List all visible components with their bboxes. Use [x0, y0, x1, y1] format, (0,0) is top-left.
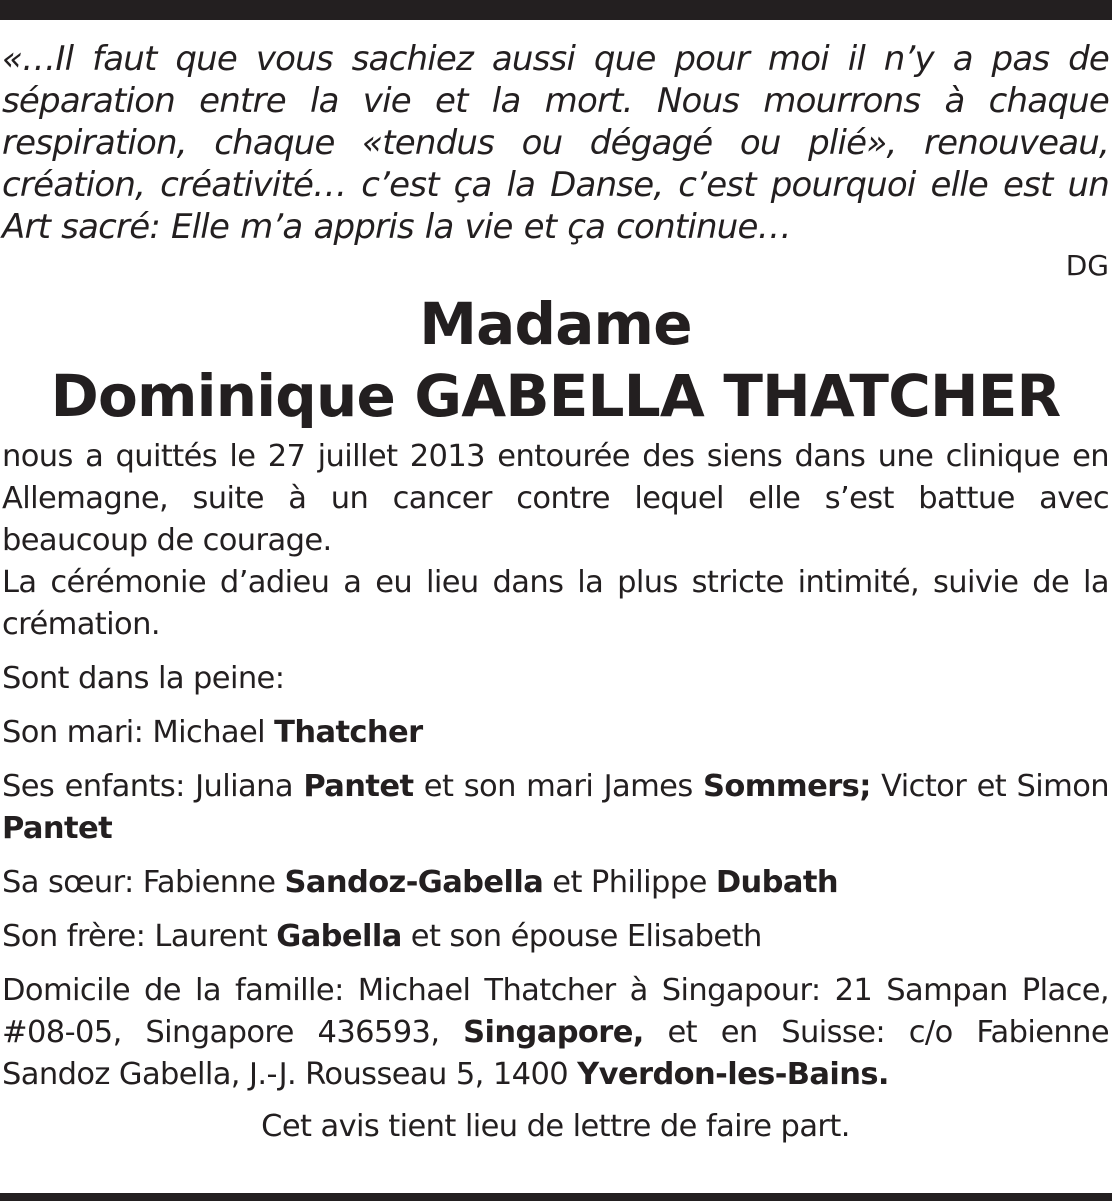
husband-surname: Thatcher — [274, 715, 423, 750]
brother-surname: Gabella — [276, 919, 402, 954]
ceremony-paragraph: La cérémonie d’adieu a eu lieu dans la plus stricte intimité, suivie de la crémation. — [2, 565, 1109, 642]
husband-line — [2, 712, 1109, 754]
domicile-city-1: Singapore, — [463, 1015, 644, 1050]
sister-partner-surname: Dubath — [715, 865, 838, 900]
sister-surname: Sandoz-Gabella — [284, 865, 544, 900]
domicile-paragraph — [2, 970, 1109, 1096]
top-rule — [0, 0, 1112, 20]
domicile-text-2: et en Suisse: c/o Fabienne Sandoz Gabella, J.-J. Rousseau 5, 1400 — [2, 1015, 1109, 1092]
title-honorific: Madame — [419, 290, 692, 358]
domicile-city-2: Yverdon-les-Bains. — [577, 1057, 889, 1092]
brother-label: Son frère: Laurent — [2, 919, 277, 954]
brother-suffix: et son épouse Elisabeth — [401, 919, 762, 954]
children-mid-2: Victor et Simon — [870, 769, 1110, 804]
children-surname-1: Pantet — [303, 769, 414, 804]
quote-text: «…Il faut que vous sachiez aussi que pour moi il n’y a pas de séparation entre la vie et la mort. Nous mourrons à chaque respiration, chaque «tendus ou dégagé ou plié», renouveau, création, créativité… c’est ça la Danse, c’est pourquoi elle est un Art sacré: Elle m’a appris la vie et ça continue… — [2, 39, 1109, 247]
announcement-paragraph: nous a quittés le 27 juillet 2013 entourée des siens dans une clinique en Allemagne, suite à un cancer contre lequel elle s’est battue avec beaucoup de courage. — [2, 439, 1109, 558]
title-name: Dominique GABELLA THATCHER — [50, 362, 1061, 430]
children-label: Ses enfants: Juliana — [2, 769, 304, 804]
children-mid: et son mari James — [413, 769, 704, 804]
bottom-rule — [0, 1193, 1112, 1201]
footer-note: Cet avis tient lieu de lettre de faire part. — [261, 1109, 850, 1144]
sister-label: Sa sœur: Fabienne — [2, 865, 285, 900]
sister-mid: et Philippe — [543, 865, 716, 900]
brother-line — [2, 916, 1109, 958]
domicile-text: Domicile de la famille: Michael Thatcher à Singapour: 21 Sampan Place, #08-05, Singapore 436593, — [2, 973, 1109, 1050]
quote-signature: DG — [1065, 249, 1109, 282]
children-surname-2: Sommers; — [703, 769, 871, 804]
mourners-heading: Sont dans la peine: — [2, 661, 285, 696]
children-surname-3: Pantet — [2, 811, 113, 846]
children-line — [2, 766, 1109, 850]
sister-line — [2, 862, 1109, 904]
husband-label: Son mari: Michael — [2, 715, 275, 750]
obituary-notice — [2, 38, 1109, 1148]
